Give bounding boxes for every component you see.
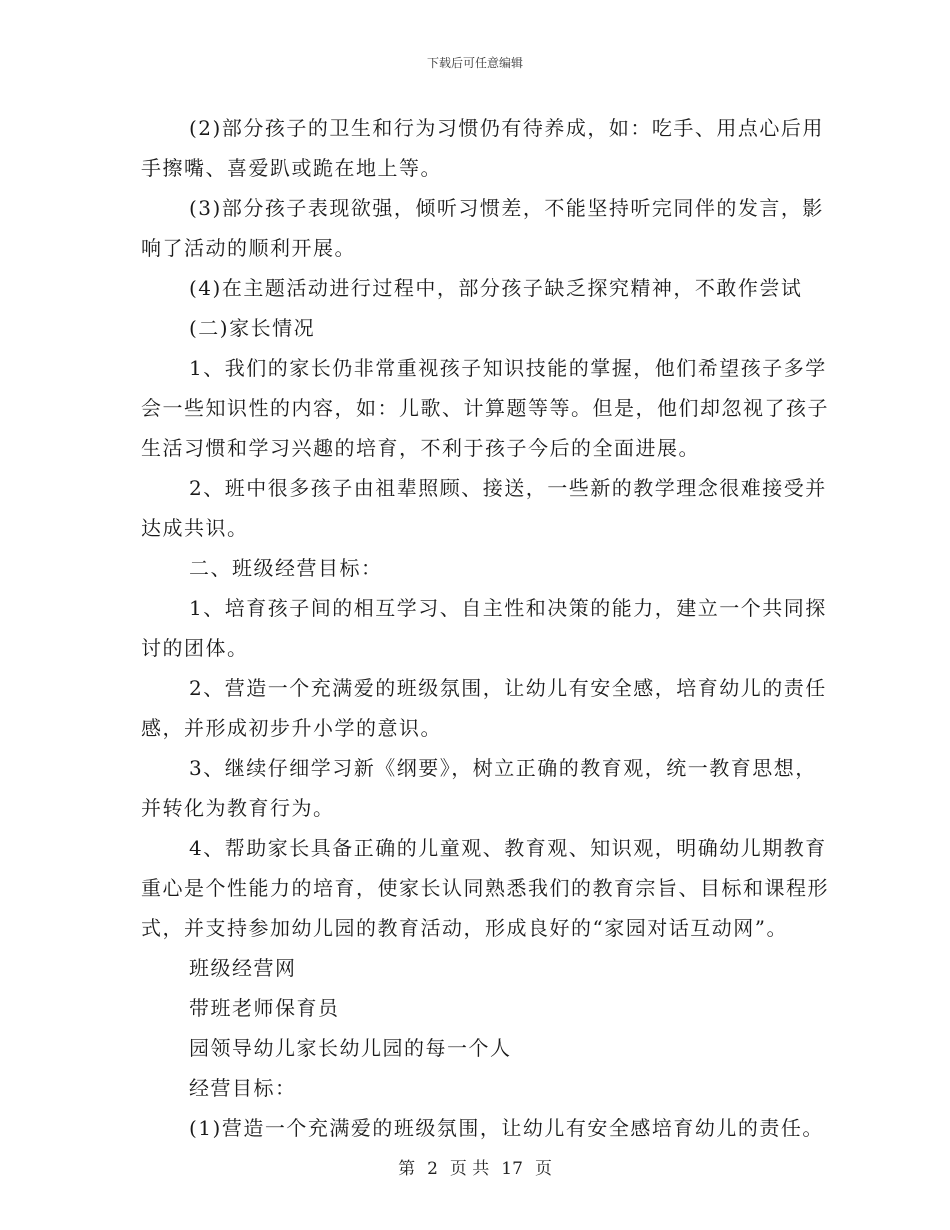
paragraph: 2、班中很多孩子由祖辈照顾、接送，一些新的教学理念很难接受并达成共识。 <box>141 476 827 540</box>
paragraph: 2、营造一个充满爱的班级氛围，让幼儿有安全感，培育幼儿的责任感，并形成初步升小学的意识。 <box>141 676 827 740</box>
page-footer <box>0 1154 950 1179</box>
footer-prefix: 第 <box>398 1159 416 1179</box>
paragraph: 带班老师保育员 <box>189 996 340 1020</box>
paragraph: (1)营造一个充满爱的班级氛围，让幼儿有安全感培育幼儿的责任。 <box>189 1116 824 1140</box>
paragraph: 1、我们的家长仍非常重视孩子知识技能的掌握，他们希望孩子多学会一些知识性的内容，如：儿歌、计算题等等。但是，他们却忽视了孩子生活习惯和学习兴趣的培育，不利于孩子今后的全面进展。 <box>141 356 829 460</box>
document-body <box>141 108 831 1148</box>
footer-mid: 页 共 <box>449 1159 490 1179</box>
page-number: 2 <box>427 1159 438 1179</box>
paragraph: 班级经营网 <box>189 956 297 980</box>
page-header: 下载后可任意编辑 <box>426 56 523 70</box>
paragraph: 3、继续仔细学习新《纲要》，树立正确的教育观，统一教育思想，并转化为教育行为。 <box>141 756 817 820</box>
total-pages: 17 <box>501 1159 523 1179</box>
paragraph: 经营目标： <box>189 1076 297 1100</box>
paragraph: (3)部分孩子表现欲强，倾听习惯差，不能坚持听完同伴的发言，影响了活动的顺利开展。 <box>141 196 824 260</box>
paragraph: 4、帮助家长具备正确的儿童观、教育观、知识观，明确幼儿期教育重心是个性能力的培育，使家长认同熟悉我们的教育宗旨、目标和课程形式，并支持参加幼儿园的教育活动，形成良好的“家园对话互动网”。 <box>141 836 829 940</box>
section-heading: 二、班级经营目标： <box>189 556 383 580</box>
paragraph: 1、培育孩子间的相互学习、自主性和决策的能力，建立一个共同探讨的团体。 <box>141 596 827 660</box>
paragraph: (2)部分孩子的卫生和行为习惯仍有待养成，如：吃手、用点心后用手擦嘴、喜爱趴或跪在地上等。 <box>141 116 824 180</box>
paragraph: 园领导幼儿家长幼儿园的每一个人 <box>189 1036 512 1060</box>
paragraph: (4)在主题活动进行过程中，部分孩子缺乏探究精神，不敢作尝试 <box>189 276 803 300</box>
section-heading: (二)家长情况 <box>189 316 316 340</box>
footer-suffix: 页 <box>534 1159 552 1179</box>
